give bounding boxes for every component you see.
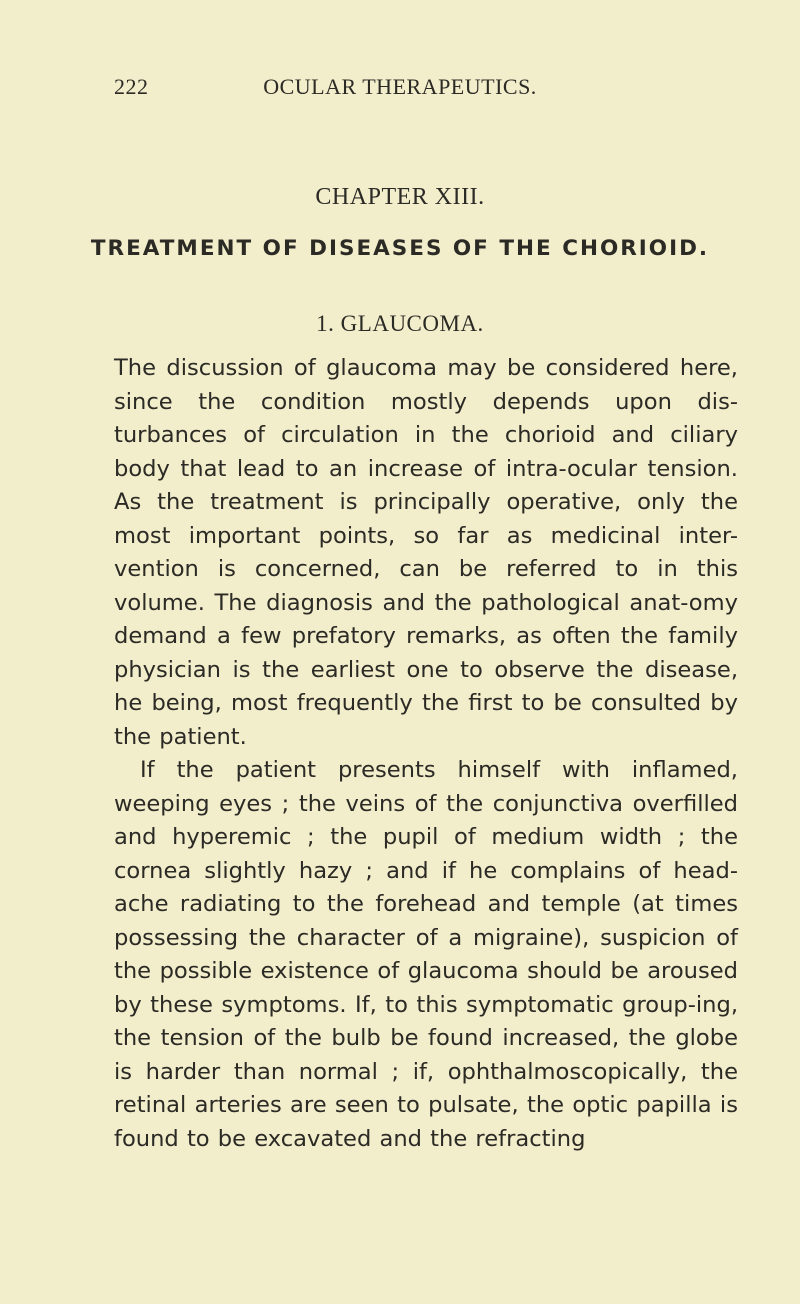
paragraph: The discussion of glaucoma may be considered here, since the condition mostly depends upon dis-turbances of circulation in the chorioid and ciliary body that lead to an increase of intra-ocular tension. As the treatment is principally operative, only the most important points, so far as medicinal inter-vention is concerned, can be referred to in this volume. The diagnosis and the pathological anat-omy demand a few prefatory remarks, as often the family physician is the earliest one to observe the disease, he being, most frequently the first to be consulted by the patient. — [114, 355, 738, 750]
body-text — [114, 352, 738, 1156]
page-number: 222 — [114, 74, 149, 99]
section-heading: 1. GLAUCOMA. — [316, 311, 484, 336]
running-title: OCULAR THERAPEUTICS. — [263, 74, 537, 99]
running-head — [0, 74, 800, 104]
paragraph: If the patient presents himself with inflamed, weeping eyes ; the veins of the conjunctiva overfilled and hyperemic ; the pupil of medium width ; the cornea slightly hazy ; and if he complains of head-ache radiating to the forehead and temple (at times possessing the character of a migraine), suspicion of the possible existence of glaucoma should be aroused by these symptoms. If, to this symptomatic group-ing, the tension of the bulb be found increased, the globe is harder than normal ; if, ophthalmoscopically, the retinal arteries are seen to pulsate, the optic papilla is found to be excavated and the refracting — [114, 757, 738, 1152]
chapter-heading: CHAPTER XIII. — [315, 184, 485, 210]
chapter-title: TREATMENT OF DISEASES OF THE CHORIOID. — [90, 236, 710, 261]
